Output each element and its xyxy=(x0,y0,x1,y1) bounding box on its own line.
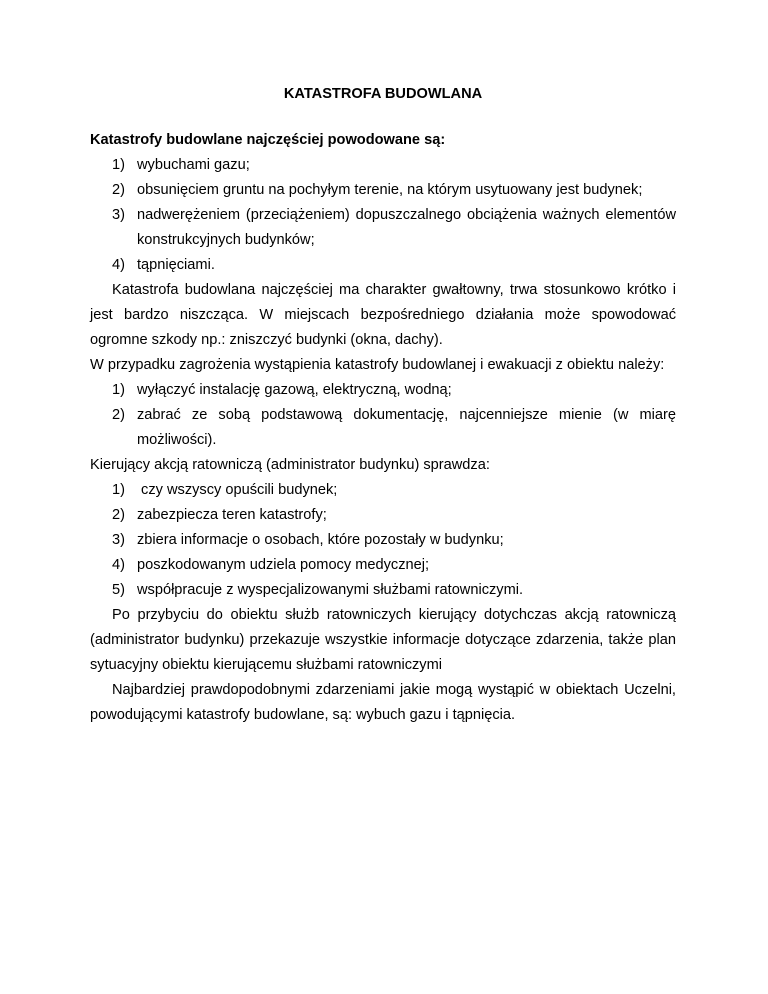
document-title: KATASTROFA BUDOWLANA xyxy=(283,86,483,102)
evacuation-list xyxy=(90,378,676,453)
paragraph-rescue-lead: Kierujący akcją ratowniczą (administrator budynku) sprawdza: xyxy=(90,457,490,473)
causes-list xyxy=(90,153,676,278)
list-number: 4) xyxy=(112,257,125,273)
document-page xyxy=(90,82,676,728)
rescue-checklist xyxy=(90,478,676,603)
list-item xyxy=(90,178,676,203)
list-text: wyłączyć instalację gazową, elektryczną, wodną; xyxy=(137,382,452,398)
list-text: współpracuje z wyspecjalizowanymi służbami ratowniczymi. xyxy=(137,582,524,598)
list-text: wybuchami gazu; xyxy=(137,157,250,173)
list-number: 1) xyxy=(112,382,125,398)
list-text: zabrać ze sobą podstawową dokumentację, najcenniejsze mienie (w miarę możliwości). xyxy=(137,407,676,448)
list-item xyxy=(90,553,676,578)
paragraph-character: Katastrofa budowlana najczęściej ma charakter gwałtowny, trwa stosunkowo krótko i jest bardzo niszcząca. W miejscach bezpośredniego działania może spowodować ogromne szkody np.: zniszczyć budynki (okna, dachy). xyxy=(90,282,676,348)
list-number: 1) xyxy=(112,157,125,173)
list-text: obsunięciem gruntu na pochyłym terenie, na którym usytuowany jest budynek; xyxy=(137,182,643,198)
list-item xyxy=(90,403,676,453)
paragraph-evacuation: W przypadku zagrożenia wystąpienia katastrofy budowlanej i ewakuacji z obiektu należy: xyxy=(90,357,665,373)
list-item xyxy=(90,478,676,503)
list-item xyxy=(90,253,676,278)
list-item xyxy=(90,578,676,603)
list-number: 5) xyxy=(112,582,125,598)
list-number: 2) xyxy=(112,407,125,423)
list-number: 2) xyxy=(112,507,125,523)
list-number: 2) xyxy=(112,182,125,198)
list-text: nadwerężeniem (przeciążeniem) dopuszczalnego obciążenia ważnych elementów konstrukcyjnych budynków; xyxy=(137,207,676,248)
paragraph-likely-events: Najbardziej prawdopodobnymi zdarzeniami jakie mogą wystąpić w obiektach Uczelni, powodującymi katastrofy budowlane, są: wybuch gazu i tąpnięcia. xyxy=(90,682,676,723)
list-number: 3) xyxy=(112,532,125,548)
list-text: zbiera informacje o osobach, które pozostały w budynku; xyxy=(137,532,504,548)
list-item xyxy=(90,153,676,178)
list-item xyxy=(90,503,676,528)
list-item xyxy=(90,378,676,403)
paragraph-handover: Po przybyciu do obiektu służb ratowniczych kierujący dotychczas akcją ratowniczą (administrator budynku) przekazuje wszystkie informacje dotyczące zdarzenia, także plan sytuacyjny obiektu kierującemu służbami ratowniczymi xyxy=(90,607,676,673)
list-number: 4) xyxy=(112,557,125,573)
list-text: poszkodowanym udziela pomocy medycznej; xyxy=(137,557,430,573)
list-text: czy wszyscy opuścili budynek; xyxy=(137,482,338,498)
list-text: tąpnięciami. xyxy=(137,257,215,273)
list-item xyxy=(90,203,676,253)
list-item xyxy=(90,528,676,553)
list-number: 3) xyxy=(112,207,125,223)
list-number: 1) xyxy=(112,482,125,498)
section-heading: Katastrofy budowlane najczęściej powodowane są: xyxy=(90,132,446,148)
list-text: zabezpiecza teren katastrofy; xyxy=(137,507,327,523)
